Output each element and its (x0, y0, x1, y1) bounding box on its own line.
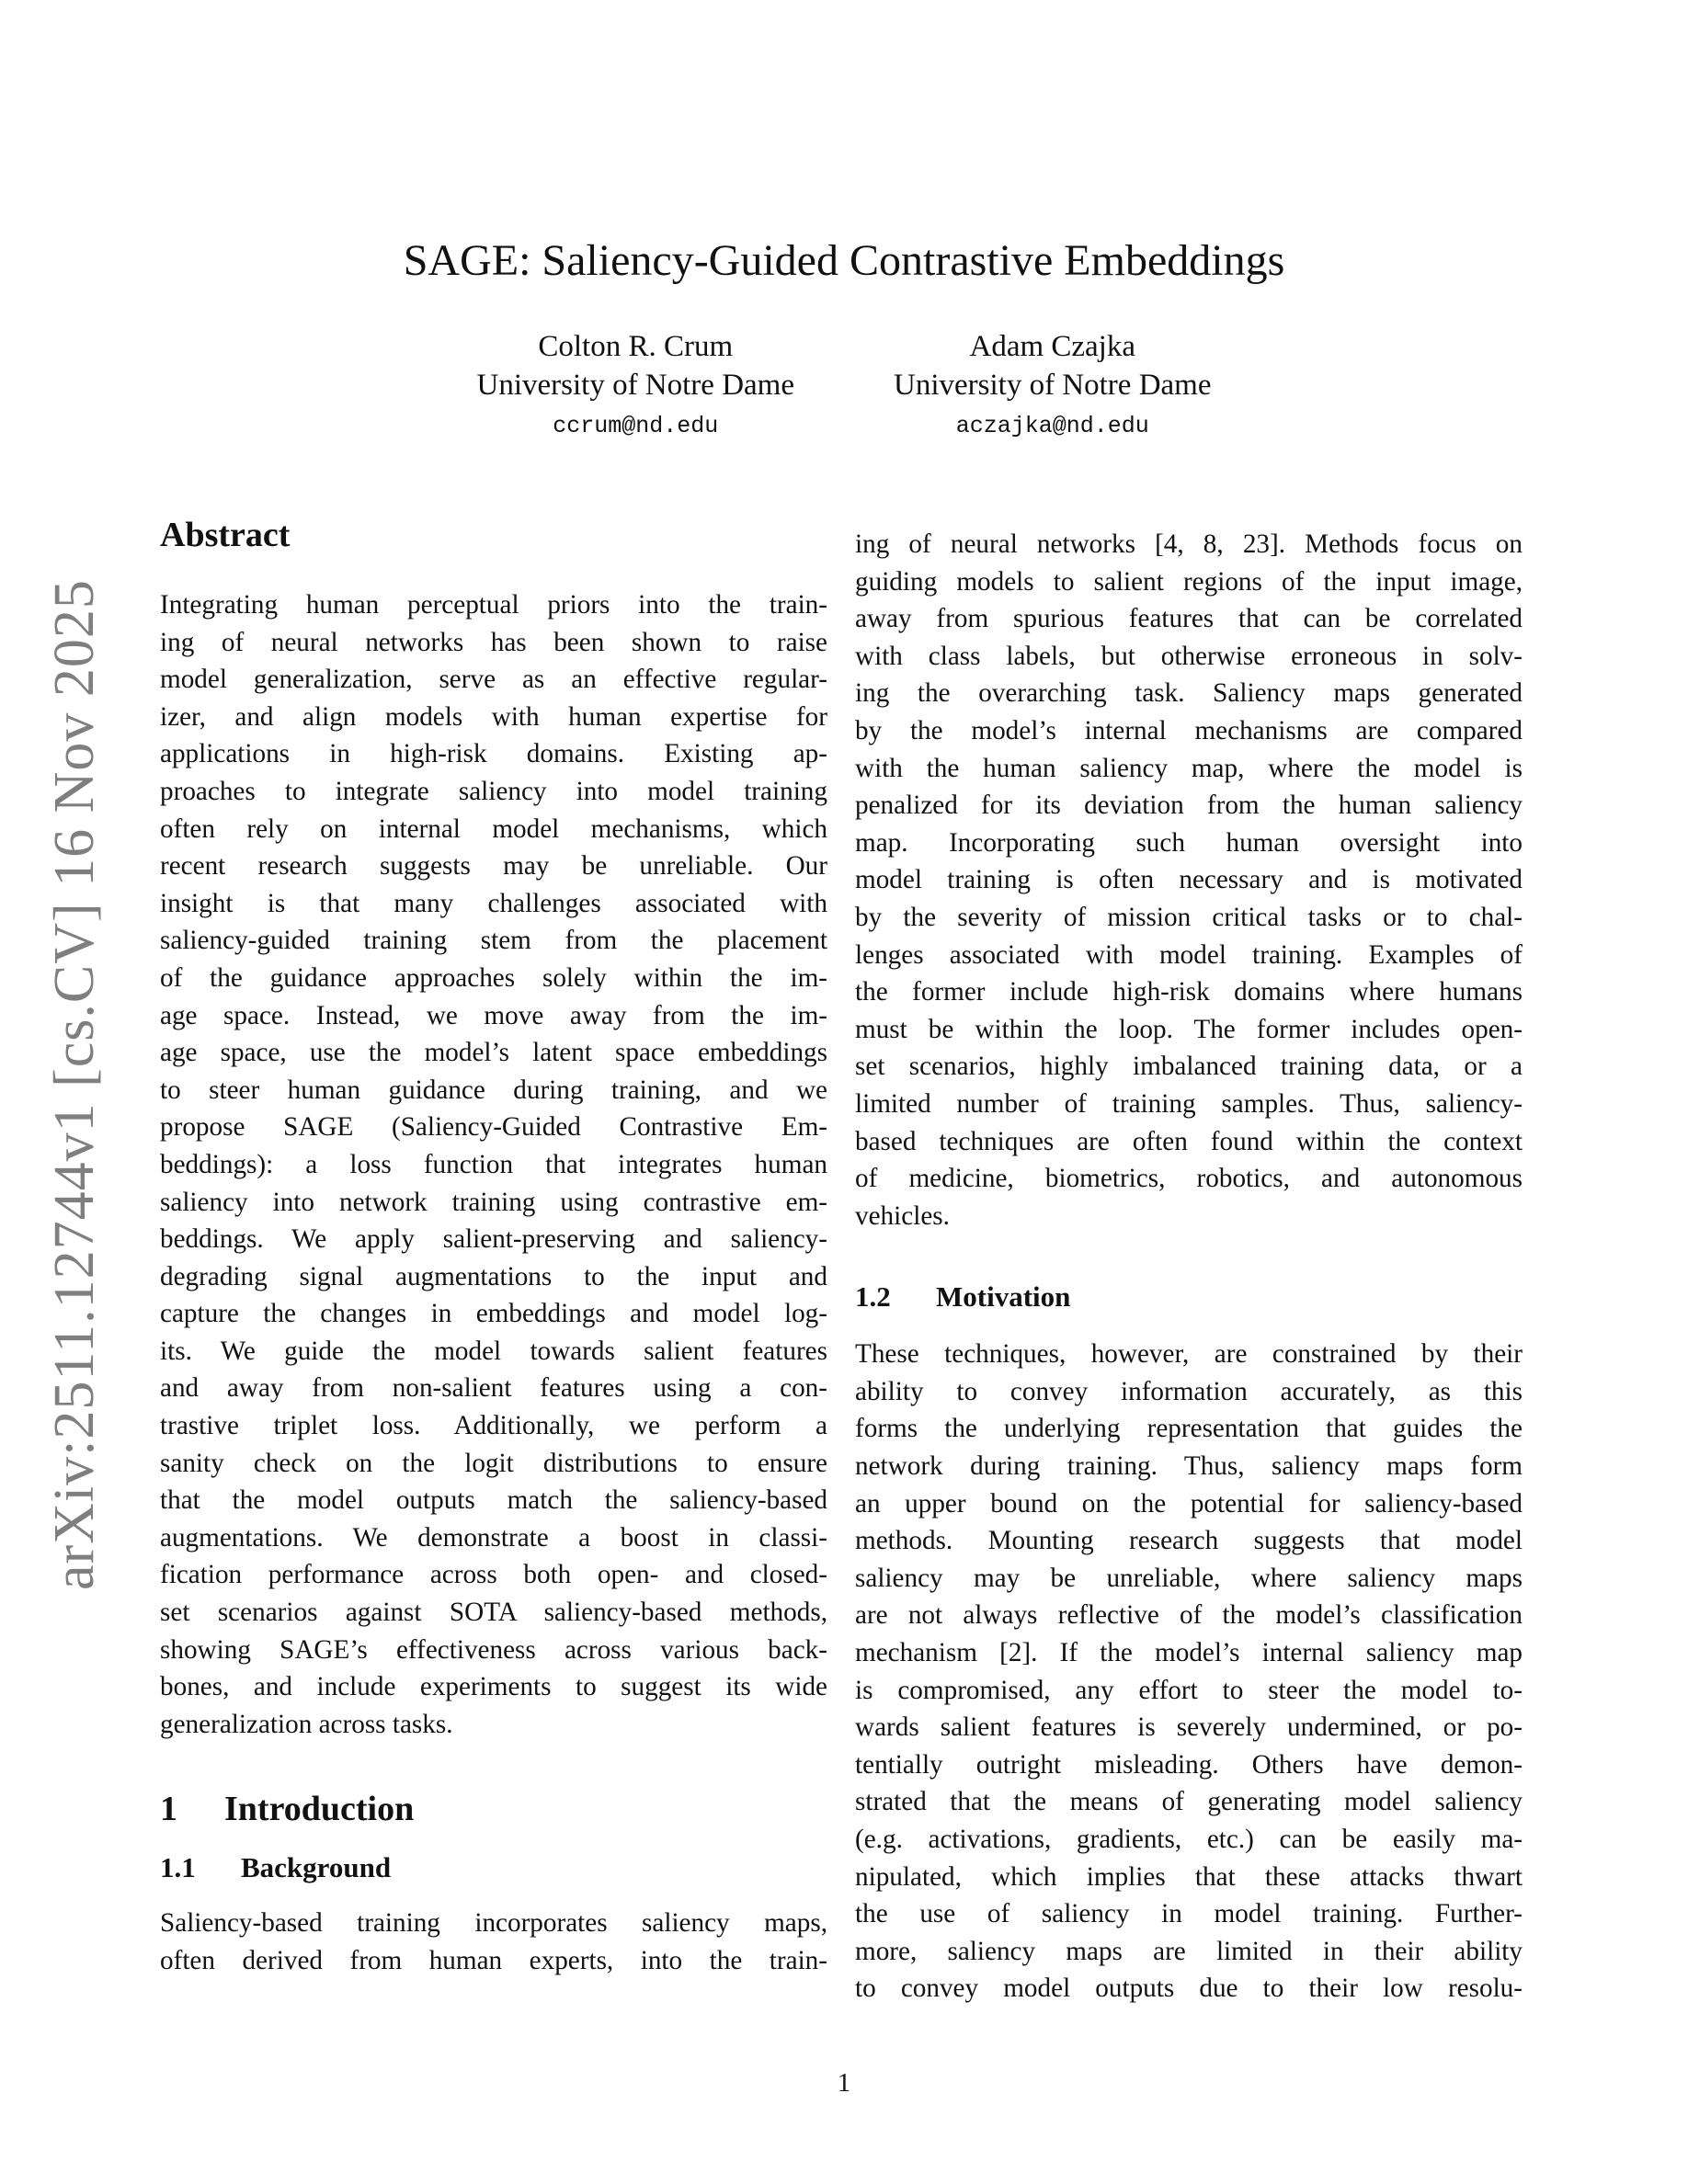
text-line: saliency-guided training stem from the placement (160, 926, 827, 956)
text-line: ing the overarching task. Saliency maps generated (855, 678, 1523, 709)
text-line: applications in high-risk domains. Existing ap- (160, 739, 827, 769)
text-line: model generalization, serve as an effective regular- (160, 665, 827, 695)
background-paragraph-start (160, 1905, 827, 1979)
text-line: often rely on internal model mechanisms, which (160, 813, 827, 844)
text-line: recent research suggests may be unreliable. Our (160, 851, 827, 882)
text-line: ing of neural networks [4, 8, 23]. Methods focus on (855, 529, 1523, 559)
author-affiliation: University of Notre Dame (476, 369, 794, 402)
text-line: more, saliency maps are limited in their ability (855, 1936, 1523, 1966)
text-line: These techniques, however, are constrained by their (855, 1339, 1523, 1370)
author-affiliation: University of Notre Dame (894, 369, 1212, 402)
text-line: away from spurious features that can be correlated (855, 604, 1523, 634)
text-line: saliency into network training using contrastive em- (160, 1187, 827, 1217)
section-number: 1 (160, 1790, 177, 1829)
text-line: sanity check on the logit distributions to ensure (160, 1448, 827, 1478)
arxiv-identifier-stamp: arXiv:2511.12744v1 [cs.CV] 16 Nov 2025 (43, 579, 106, 1590)
abstract-heading: Abstract (160, 516, 291, 554)
text-line: with the human saliency map, where the model is (855, 753, 1523, 783)
text-line: capture the changes in embeddings and model log- (160, 1299, 827, 1329)
text-line: map. Incorporating such human oversight into (855, 827, 1523, 858)
author-1 (477, 327, 795, 445)
subsection-title: Background (241, 1851, 392, 1884)
text-line: beddings): a loss function that integrates human (160, 1149, 827, 1179)
text-line: vehicles. (855, 1200, 950, 1231)
text-line: methods. Mounting research suggests that model (855, 1526, 1523, 1556)
text-line: network during training. Thus, saliency maps form (855, 1451, 1523, 1482)
left-column (160, 515, 827, 1980)
text-line: nipulated, which implies that these attacks thwart (855, 1861, 1523, 1892)
text-line: to steer human guidance during training, and we (160, 1075, 827, 1105)
text-line: augmentations. We demonstrate a boost in classi- (160, 1522, 827, 1553)
text-line: set scenarios, highly imbalanced training data, or a (855, 1052, 1523, 1082)
author-name: Adam Czajka (969, 330, 1136, 363)
subsection-heading-background (160, 1849, 827, 1886)
text-line: ability to convey information accurately, as this (855, 1376, 1523, 1406)
author-2 (894, 327, 1212, 445)
text-line: proaches to integrate saliency into model training (160, 776, 827, 806)
text-line: are not always reflective of the model’s classification (855, 1600, 1523, 1631)
text-line: often derived from human experts, into the train- (160, 1946, 827, 1975)
text-line: bones, and include experiments to suggest its wide (160, 1672, 827, 1702)
text-line: fication performance across both open- and closed- (160, 1560, 827, 1590)
text-line: that the model outputs match the saliency-based (160, 1485, 827, 1516)
subsection-number: 1.1 (160, 1851, 196, 1884)
text-line: set scenarios against SOTA saliency-based methods, (160, 1598, 827, 1628)
paper-title: SAGE: Saliency-Guided Contrastive Embeddings (403, 236, 1285, 285)
text-line: limited number of training samples. Thus, saliency- (855, 1088, 1523, 1119)
author-block (0, 327, 1688, 445)
text-line: generalization across tasks. (160, 1709, 453, 1739)
text-line: of medicine, biometrics, robotics, and autonomous (855, 1164, 1523, 1194)
text-line: with class labels, but otherwise erroneous in solv- (855, 641, 1523, 671)
text-line: by the severity of mission critical tasks or to chal- (855, 902, 1523, 932)
text-line: Integrating human perceptual priors into the train- (160, 590, 827, 620)
text-line: the former include high-risk domains where humans (855, 977, 1523, 1007)
text-line: wards salient features is severely undermined, or po- (855, 1712, 1523, 1743)
text-line: to convey model outputs due to their low resolu- (855, 1974, 1523, 2004)
section-title: Introduction (224, 1790, 415, 1829)
page-number: 1 (837, 2068, 851, 2098)
text-line: propose SAGE (Saliency-Guided Contrastive Em- (160, 1112, 827, 1143)
text-line: ing of neural networks has been shown to raise (160, 627, 827, 657)
subsection-title: Motivation (936, 1280, 1071, 1314)
text-line: must be within the loop. The former includes open- (855, 1014, 1523, 1044)
text-line: izer, and align models with human expertise for (160, 701, 827, 732)
text-line: (e.g. activations, gradients, etc.) can be easily ma- (855, 1825, 1523, 1854)
text-line: Saliency-based training incorporates saliency maps, (160, 1908, 827, 1939)
subsection-number: 1.2 (855, 1280, 891, 1314)
text-line: penalized for its deviation from the human saliency (855, 791, 1523, 821)
author-name: Colton R. Crum (538, 330, 734, 363)
abstract-body (160, 586, 827, 1743)
text-line: strated that the means of generating model saliency (855, 1787, 1523, 1817)
text-line: its. We guide the model towards salient features (160, 1336, 827, 1366)
right-column (855, 526, 1523, 2008)
text-line: beddings. We apply salient-preserving and saliency- (160, 1224, 827, 1255)
author-email: ccrum@nd.edu (553, 413, 719, 439)
text-line: insight is that many challenges associated with (160, 888, 827, 918)
text-line: an upper bound on the potential for saliency-based (855, 1488, 1523, 1519)
text-line: is compromised, any effort to steer the model to- (855, 1675, 1523, 1705)
text-line: trastive triplet loss. Additionally, we perform a (160, 1411, 827, 1441)
section-heading-introduction (160, 1789, 827, 1829)
text-line: the use of saliency in model training. Further- (855, 1899, 1523, 1929)
text-line: age space, use the model’s latent space embeddings (160, 1038, 827, 1068)
text-line: age space. Instead, we move away from the im- (160, 1000, 827, 1030)
background-paragraph-continued (855, 526, 1523, 1234)
text-line: guiding models to salient regions of the input image, (855, 566, 1523, 597)
text-line: model training is often necessary and is motivated (855, 865, 1523, 895)
text-line: by the model’s internal mechanisms are compared (855, 715, 1523, 745)
motivation-paragraph (855, 1336, 1523, 2008)
text-line: showing SAGE’s effectiveness across various back- (160, 1634, 827, 1665)
text-line: based techniques are often found within the context (855, 1126, 1523, 1156)
text-line: and away from non-salient features using a con- (160, 1373, 827, 1404)
text-line: forms the underlying representation that guides the (855, 1414, 1523, 1444)
subsection-heading-motivation (855, 1279, 1523, 1315)
author-email: aczajka@nd.edu (955, 413, 1149, 439)
text-line: mechanism [2]. If the model’s internal saliency map (855, 1638, 1523, 1668)
text-line: of the guidance approaches solely within the im- (160, 962, 827, 993)
text-line: degrading signal augmentations to the input and (160, 1261, 827, 1291)
text-line: saliency may be unreliable, where saliency maps (855, 1563, 1523, 1593)
text-line: tentially outright misleading. Others have demon- (855, 1749, 1523, 1780)
text-line: lenges associated with model training. Examples of (855, 939, 1523, 970)
